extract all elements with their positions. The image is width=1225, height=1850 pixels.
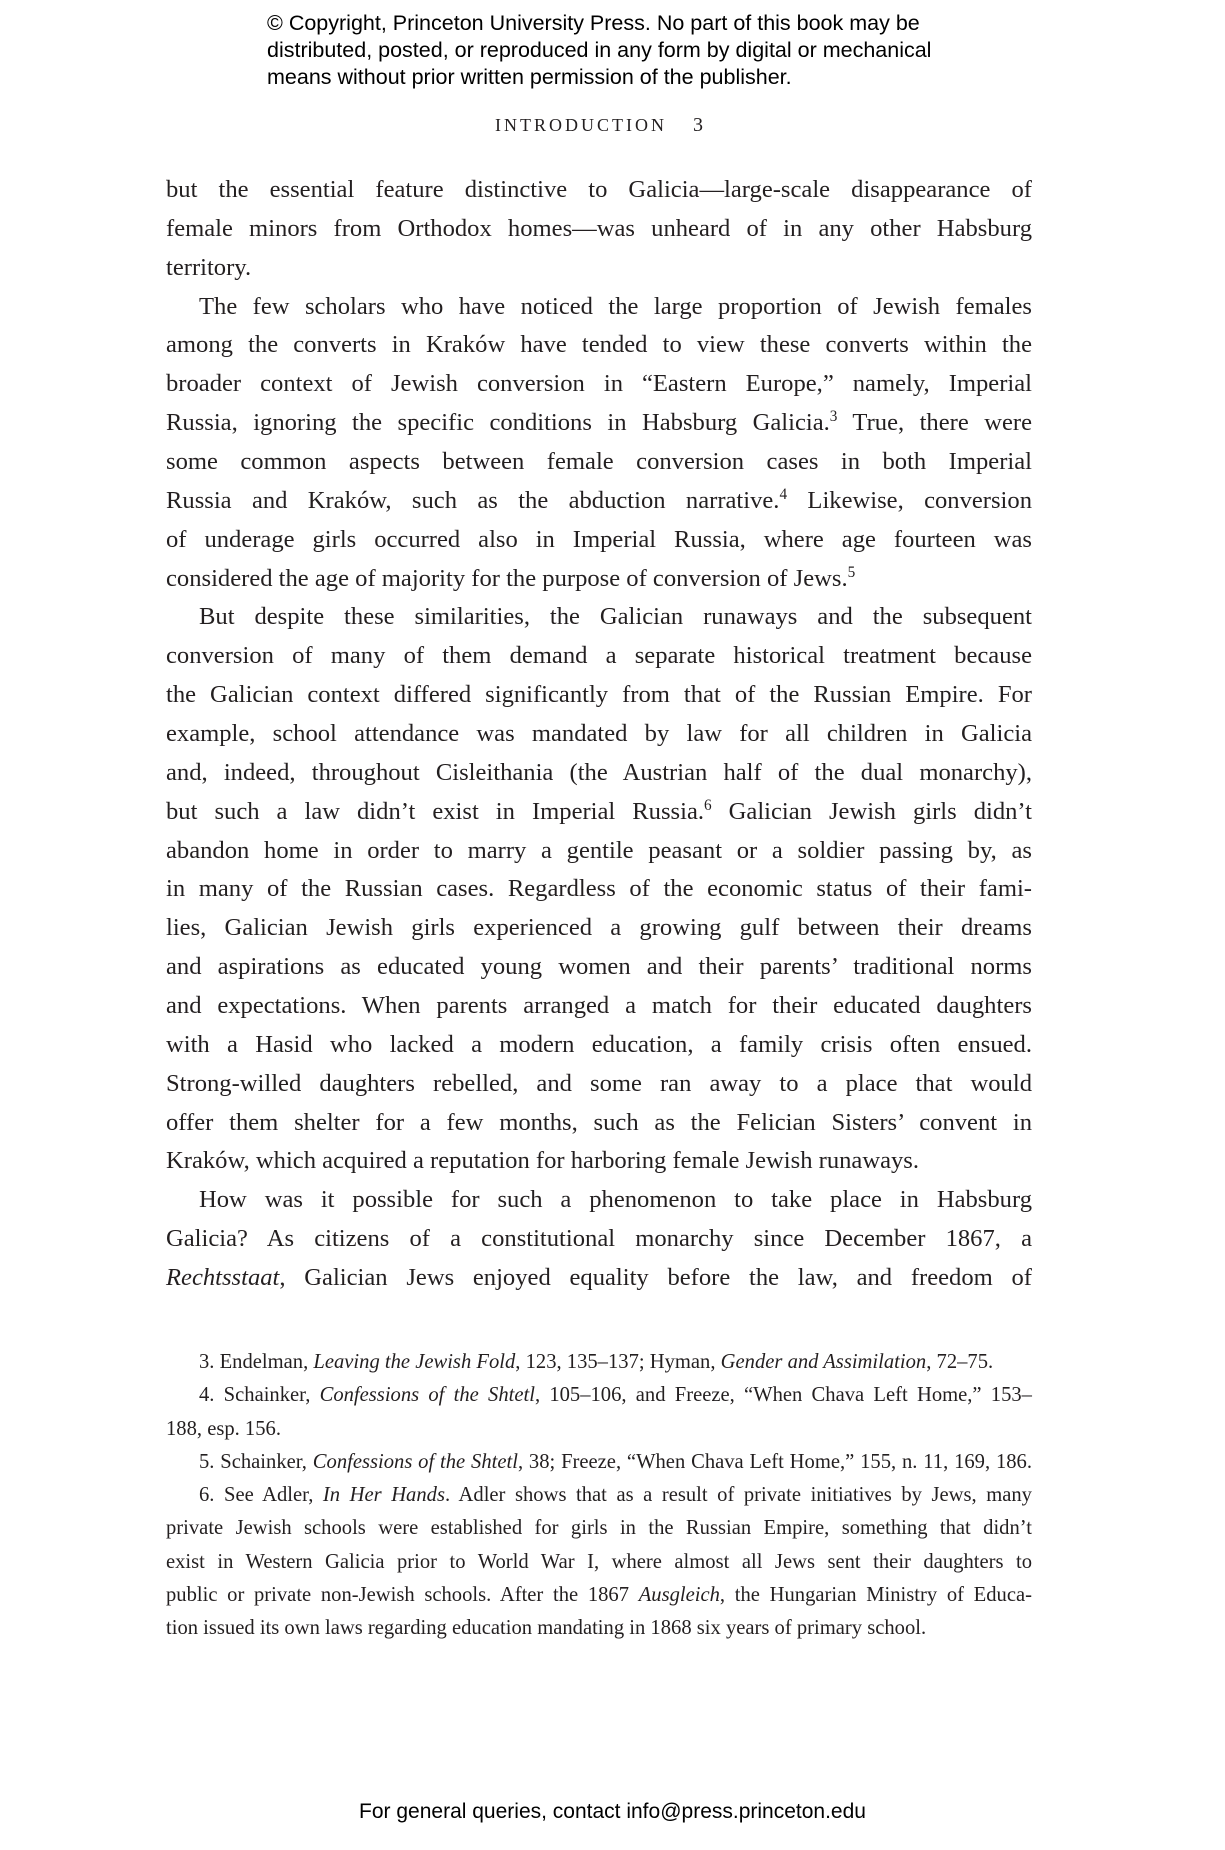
text-run: abandon home in order to marry a gentile peasant or a soldier passing by, as: [166, 836, 1032, 864]
body-line: [166, 210, 1032, 249]
footnote-line: [166, 1512, 1032, 1545]
body-line: [166, 365, 1032, 404]
chapter-title: INTRODUCTION: [495, 115, 667, 135]
text-run: territory.: [166, 253, 252, 281]
body-line: [166, 560, 1032, 599]
body-line: [166, 1259, 1032, 1298]
text-run: 3. Endelman,: [199, 1351, 314, 1373]
body-line: [166, 832, 1032, 871]
text-run: but the essential feature distinctive to Galicia—large-scale disappearance of: [166, 176, 1032, 203]
text-run: conversion of many of them demand a separate historical treatment because: [166, 642, 1032, 670]
body-line: [166, 326, 1032, 365]
text-run: , 105–106, and Freeze, “When Chava Left Home,” 153–: [534, 1384, 1032, 1407]
text-run: 5. Schainker,: [199, 1450, 313, 1473]
text-run: How was it possible for such a phenomenon to take place in Habsburg: [199, 1186, 1032, 1214]
body-line: [166, 870, 1032, 909]
footnote-line: [166, 1579, 1032, 1612]
text-run: 6. See Adler,: [199, 1484, 323, 1507]
text-run: some common aspects between female conversion cases in both Imperial: [166, 448, 1032, 476]
text-run: True, there were: [837, 409, 1032, 437]
body-line: [166, 249, 1032, 288]
body-line: [166, 443, 1032, 482]
italic-text: Confessions of the Shtetl: [312, 1450, 518, 1473]
text-run: in many of the Russian cases. Regardless of the economic status of their fami-: [166, 875, 1032, 903]
footnote-reference: 5: [847, 563, 856, 581]
italic-text: Gender and Assimilation: [720, 1351, 927, 1373]
text-run: , 123, 135–137; Hyman,: [515, 1351, 721, 1373]
footnote-reference: 6: [704, 796, 712, 814]
copyright-line: © Copyright, Princeton University Press. No part of this book may be: [267, 11, 920, 35]
text-run: tion issued its own laws regarding education mandating in 1868 six years of primary school.: [166, 1617, 927, 1640]
footnote-line: [166, 1446, 1032, 1479]
text-run: Russia, ignoring the specific conditions in Habsburg Galicia.: [166, 409, 830, 437]
text-run: , 72–75.: [926, 1351, 994, 1373]
text-run: 188, esp. 156.: [166, 1417, 281, 1440]
italic-text: In Her Hands: [322, 1484, 445, 1507]
italic-text: Confessions of the Shtetl: [319, 1384, 535, 1407]
text-run: the Galician context differed significantly from that of the Russian Empire. For: [166, 681, 1032, 709]
page-number: 3: [692, 114, 703, 136]
footnote-line: [166, 1546, 1032, 1579]
body-line: [166, 1181, 1032, 1220]
text-run: The few scholars who have noticed the large proportion of Jewish females: [199, 292, 1032, 320]
body-line: [166, 754, 1032, 793]
body-line: [166, 676, 1032, 715]
footnote-reference: 4: [779, 485, 788, 503]
italic-text: Ausgleich: [638, 1584, 720, 1607]
text-run: Kraków, which acquired a reputation for harboring female Jewish runaways.: [166, 1147, 920, 1175]
body-line: [166, 793, 1032, 832]
footnote-line: [166, 1346, 1032, 1379]
text-run: of underage girls occurred also in Imperial Russia, where age fourteen was: [166, 525, 1032, 553]
text-run: example, school attendance was mandated by law for all children in Galicia: [166, 720, 1032, 748]
body-line: [166, 909, 1032, 948]
italic-text: Leaving the Jewish Fold: [313, 1351, 516, 1373]
footnote-line: [166, 1379, 1032, 1412]
text-run: and aspirations as educated young women and their parents’ traditional norms: [166, 953, 1032, 981]
text-run: broader context of Jewish conversion in “Eastern Europe,” namely, Imperial: [166, 370, 1032, 398]
text-run: private Jewish schools were established for girls in the Russian Empire, something that didn’t: [166, 1517, 1032, 1540]
text-run: public or private non-Jewish schools. After the 1867: [166, 1584, 639, 1607]
footnote-line: [166, 1413, 1032, 1446]
text-run: but such a law didn’t exist in Imperial Russia.: [166, 797, 705, 825]
text-run: and, indeed, throughout Cisleithania (the Austrian half of the dual monarchy),: [166, 758, 1032, 786]
text-run: and expectations. When parents arranged a match for their educated daughters: [166, 992, 1032, 1020]
text-run: Strong-willed daughters rebelled, and some ran away to a place that would: [166, 1069, 1032, 1097]
text-run: Likewise, conversion: [787, 486, 1032, 514]
text-run: female minors from Orthodox homes—was unheard of in any other Habsburg: [166, 214, 1032, 242]
text-run: . Adler shows that as a result of private initiatives by Jews, many: [444, 1484, 1032, 1507]
body-line: [166, 987, 1032, 1026]
text-run: But despite these similarities, the Galician runaways and the subsequent: [199, 603, 1032, 631]
text-run: , the Hungarian Ministry of Educa-: [719, 1584, 1032, 1607]
footnote-line: [166, 1612, 1032, 1645]
body-line: [166, 171, 1032, 210]
body-line: [166, 482, 1032, 521]
body-line: [166, 1104, 1032, 1143]
text-run: Galician Jewish girls didn’t: [711, 797, 1032, 825]
text-run: among the converts in Kraków have tended to view these converts within the: [166, 331, 1032, 359]
body-line: [166, 1065, 1032, 1104]
body-line: [166, 404, 1032, 443]
body-line: [166, 1026, 1032, 1065]
text-run: , Galician Jews enjoyed equality before the law, and freedom of: [279, 1264, 1032, 1292]
body-line: [166, 637, 1032, 676]
text-run: with a Hasid who lacked a modern education, a family crisis often ensued.: [166, 1030, 1032, 1058]
body-line: [166, 521, 1032, 560]
text-run: , 38; Freeze, “When Chava Left Home,” 155, n. 11, 169, 186.: [517, 1450, 1032, 1473]
footnotes: [166, 1346, 1032, 1646]
italic-text: Rechtsstaat: [166, 1264, 280, 1292]
copyright-line: distributed, posted, or reproduced in any form by digital or mechanical: [267, 38, 932, 62]
body-text: [166, 171, 1032, 1298]
body-line: [166, 948, 1032, 987]
body-line: [166, 598, 1032, 637]
body-line: [166, 1142, 1032, 1181]
text-run: 4. Schainker,: [199, 1384, 320, 1407]
footnote-reference: 3: [829, 408, 838, 426]
text-run: considered the age of majority for the purpose of conversion of Jews.: [166, 564, 848, 592]
text-run: Galicia? As citizens of a constitutional monarchy since December 1867, a: [166, 1225, 1032, 1253]
running-head: [166, 114, 1032, 137]
footnote-line: [166, 1479, 1032, 1512]
text-run: exist in Western Galicia prior to World War I, where almost all Jews sent their daughters to: [166, 1550, 1032, 1573]
contact-footer: For general queries, contact info@press.princeton.edu: [359, 1800, 866, 1823]
text-run: offer them shelter for a few months, such as the Felician Sisters’ convent in: [166, 1108, 1032, 1136]
copyright-line: means without prior written permission of the publisher.: [267, 65, 792, 89]
body-line: [166, 1220, 1032, 1259]
copyright-notice: [267, 10, 931, 91]
text-run: lies, Galician Jewish girls experienced a growing gulf between their dreams: [166, 914, 1032, 942]
body-line: [166, 288, 1032, 327]
text-run: Russia and Kraków, such as the abduction narrative.: [166, 486, 780, 514]
body-line: [166, 715, 1032, 754]
